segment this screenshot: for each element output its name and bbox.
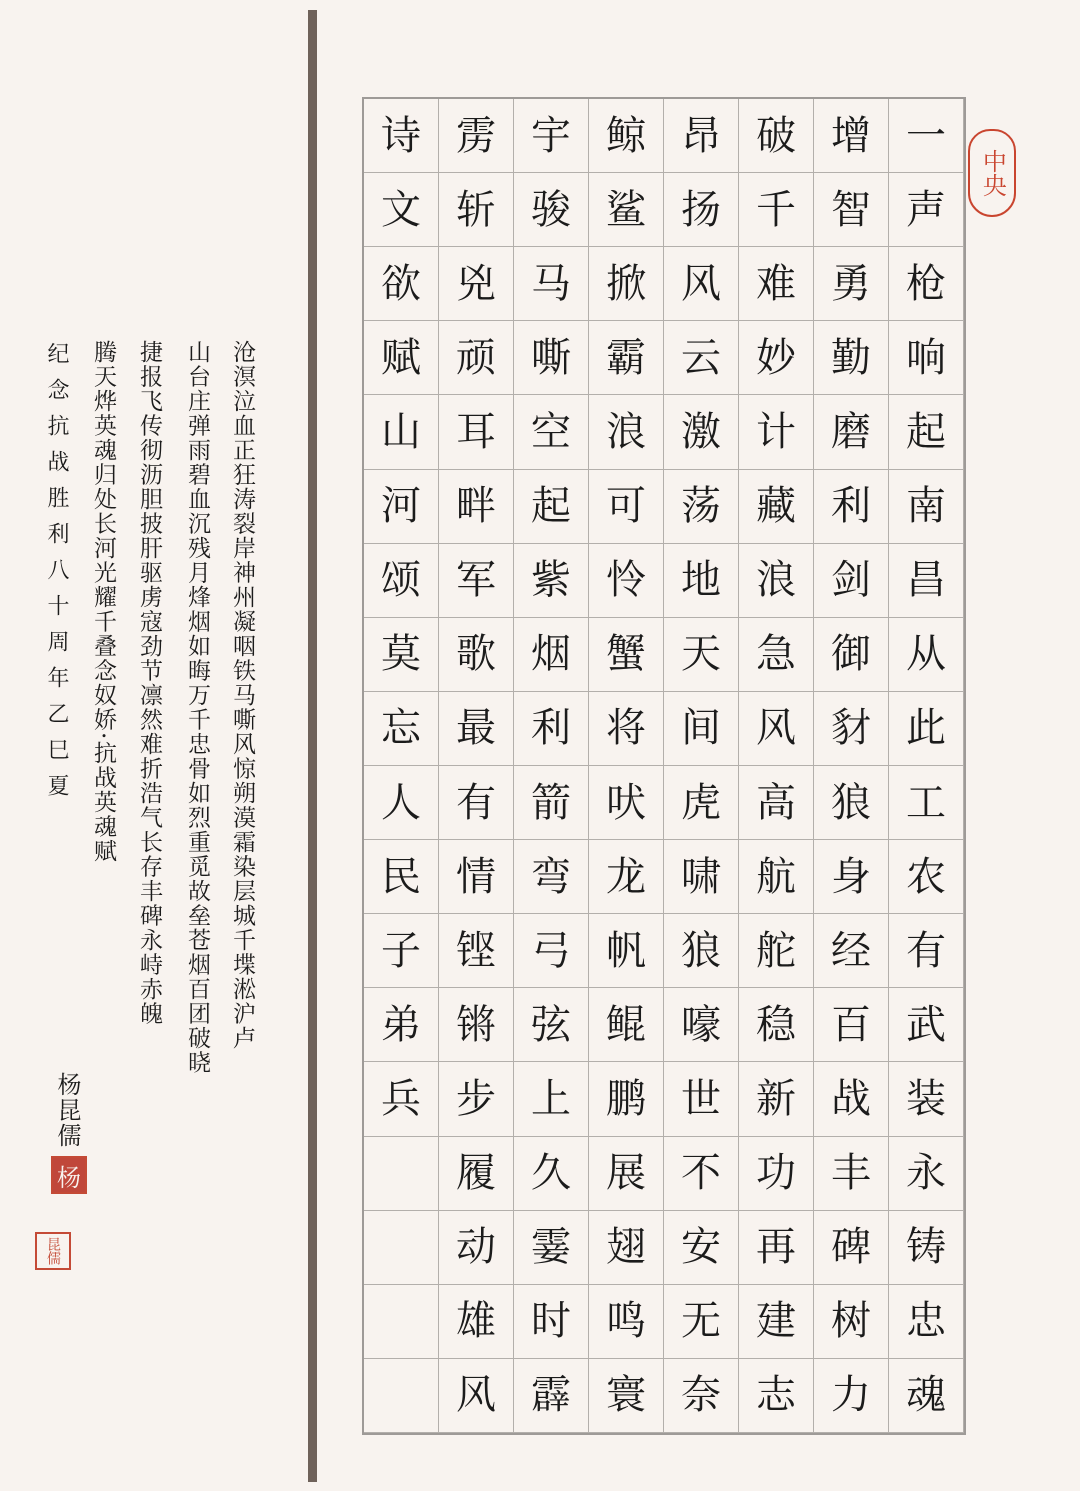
grid-cell: 御 <box>814 618 889 692</box>
grid-cell: 响 <box>889 321 964 395</box>
grid-cell: 子 <box>364 914 439 988</box>
grid-cell: 雄 <box>439 1285 514 1359</box>
annotation-column-2: 山台庄弹雨碧血沉残月烽烟如晦万千忠骨如烈重觅故垒苍烟百团破晓 <box>184 340 210 1075</box>
grid-cell: 千 <box>739 173 814 247</box>
grid-cell: 荡 <box>664 470 739 544</box>
grid-cell: 赋 <box>364 321 439 395</box>
annotation-column-4: 腾天烨英魂归处长河光耀千叠念奴娇·抗战英魂赋 <box>90 340 116 864</box>
grid-cell: 工 <box>889 766 964 840</box>
grid-cell: 霸 <box>589 321 664 395</box>
grid-cell: 雳 <box>439 99 514 173</box>
grid-cell: 耳 <box>439 395 514 469</box>
grid-cell: 起 <box>889 395 964 469</box>
grid-cell: 间 <box>664 692 739 766</box>
seal-name-2-text: 昆儒 <box>45 1237 61 1265</box>
grid-cell: 河 <box>364 470 439 544</box>
grid-cell: 建 <box>739 1285 814 1359</box>
grid-cell: 扬 <box>664 173 739 247</box>
date-column: 纪念抗战胜利八十周年乙巳夏 <box>44 342 69 810</box>
grid-cell: 农 <box>889 840 964 914</box>
seal-name-2 <box>35 1232 71 1270</box>
grid-cell: 颂 <box>364 544 439 618</box>
grid-cell: 装 <box>889 1062 964 1136</box>
grid-cell: 久 <box>514 1137 589 1211</box>
grid-cell: 从 <box>889 618 964 692</box>
grid-cell: 时 <box>514 1285 589 1359</box>
grid-cell: 啸 <box>664 840 739 914</box>
grid-cell: 铸 <box>889 1211 964 1285</box>
grid-cell: 莫 <box>364 618 439 692</box>
grid-cell: 忘 <box>364 692 439 766</box>
grid-cell: 身 <box>814 840 889 914</box>
grid-cell: 虎 <box>664 766 739 840</box>
grid-cell: 风 <box>664 247 739 321</box>
grid-cell: 有 <box>439 766 514 840</box>
grid-cell: 鲨 <box>589 173 664 247</box>
grid-cell: 浪 <box>739 544 814 618</box>
grid-cell <box>364 1285 439 1359</box>
grid-cell: 履 <box>439 1137 514 1211</box>
grid-cell: 翅 <box>589 1211 664 1285</box>
grid-cell: 马 <box>514 247 589 321</box>
grid-cell: 功 <box>739 1137 814 1211</box>
grid-cell: 一 <box>889 99 964 173</box>
grid-cell: 展 <box>589 1137 664 1211</box>
grid-cell: 锵 <box>439 988 514 1062</box>
seal-gourd-text: 中央 <box>978 149 1007 197</box>
seal-name-1-text: 杨 <box>57 1163 81 1192</box>
grid-cell: 急 <box>739 618 814 692</box>
grid-cell: 骏 <box>514 173 589 247</box>
grid-cell: 勇 <box>814 247 889 321</box>
grid-cell: 再 <box>739 1211 814 1285</box>
grid-cell: 怜 <box>589 544 664 618</box>
grid-cell: 紫 <box>514 544 589 618</box>
grid-cell: 寰 <box>589 1359 664 1433</box>
grid-cell: 昂 <box>664 99 739 173</box>
grid-cell: 浪 <box>589 395 664 469</box>
grid-cell: 航 <box>739 840 814 914</box>
grid-cell: 百 <box>814 988 889 1062</box>
grid-cell: 步 <box>439 1062 514 1136</box>
grid-cell: 诗 <box>364 99 439 173</box>
grid-cell: 将 <box>589 692 664 766</box>
grid-cell: 歌 <box>439 618 514 692</box>
grid-cell: 畔 <box>439 470 514 544</box>
grid-cell: 丰 <box>814 1137 889 1211</box>
grid-cell: 鲲 <box>589 988 664 1062</box>
grid-cell: 弯 <box>514 840 589 914</box>
grid-cell: 力 <box>814 1359 889 1433</box>
grid-cell: 兇 <box>439 247 514 321</box>
grid-cell: 帆 <box>589 914 664 988</box>
grid-cell: 天 <box>664 618 739 692</box>
grid-cell: 动 <box>439 1211 514 1285</box>
seal-name-1 <box>51 1156 87 1194</box>
grid-cell: 弟 <box>364 988 439 1062</box>
annotation-column-3: 捷报飞传彻沥胆披肝驱虏寇劲节凛然难折浩气长存丰碑永峙赤魄 <box>136 340 162 1026</box>
annotation-column-1: 沧溟泣血正狂涛裂岸神州凝咽铁马嘶风惊朔漠霜染层城千堞淞沪卢 <box>229 340 255 1051</box>
grid-cell: 碑 <box>814 1211 889 1285</box>
grid-cell: 智 <box>814 173 889 247</box>
grid-cell <box>364 1137 439 1211</box>
grid-cell: 志 <box>739 1359 814 1433</box>
grid-cell: 霹 <box>514 1359 589 1433</box>
vertical-divider-line <box>308 10 317 1482</box>
grid-cell: 龙 <box>589 840 664 914</box>
grid-cell: 铿 <box>439 914 514 988</box>
grid-cell: 情 <box>439 840 514 914</box>
grid-cell: 军 <box>439 544 514 618</box>
grid-cell: 昌 <box>889 544 964 618</box>
grid-cell: 计 <box>739 395 814 469</box>
grid-cell <box>364 1211 439 1285</box>
grid-cell: 鹏 <box>589 1062 664 1136</box>
grid-cell: 霎 <box>514 1211 589 1285</box>
grid-cell: 南 <box>889 470 964 544</box>
grid-cell: 利 <box>514 692 589 766</box>
grid-cell: 嚎 <box>664 988 739 1062</box>
grid-cell: 吠 <box>589 766 664 840</box>
grid-cell: 增 <box>814 99 889 173</box>
grid-cell: 山 <box>364 395 439 469</box>
grid-cell: 新 <box>739 1062 814 1136</box>
grid-cell: 勤 <box>814 321 889 395</box>
grid-cell: 风 <box>439 1359 514 1433</box>
grid-cell: 武 <box>889 988 964 1062</box>
grid-cell: 斩 <box>439 173 514 247</box>
grid-cell: 无 <box>664 1285 739 1359</box>
grid-cell: 高 <box>739 766 814 840</box>
grid-cell: 嘶 <box>514 321 589 395</box>
grid-cell: 永 <box>889 1137 964 1211</box>
grid-cell: 枪 <box>889 247 964 321</box>
grid-cell: 稳 <box>739 988 814 1062</box>
grid-cell: 忠 <box>889 1285 964 1359</box>
grid-cell: 地 <box>664 544 739 618</box>
grid-cell: 豺 <box>814 692 889 766</box>
grid-cell: 磨 <box>814 395 889 469</box>
grid-cell: 蟹 <box>589 618 664 692</box>
grid-cell: 最 <box>439 692 514 766</box>
grid-cell: 世 <box>664 1062 739 1136</box>
grid-cell: 风 <box>739 692 814 766</box>
grid-cell: 弦 <box>514 988 589 1062</box>
grid-cell: 剑 <box>814 544 889 618</box>
grid-cell: 箭 <box>514 766 589 840</box>
grid-cell: 难 <box>739 247 814 321</box>
grid-cell: 此 <box>889 692 964 766</box>
grid-cell: 激 <box>664 395 739 469</box>
grid-cell: 有 <box>889 914 964 988</box>
grid-cell: 破 <box>739 99 814 173</box>
grid-cell <box>364 1359 439 1433</box>
seal-gourd <box>968 129 1016 217</box>
grid-cell: 人 <box>364 766 439 840</box>
grid-cell: 舵 <box>739 914 814 988</box>
grid-cell: 战 <box>814 1062 889 1136</box>
grid-cell: 藏 <box>739 470 814 544</box>
grid-cell: 兵 <box>364 1062 439 1136</box>
grid-cell: 鲸 <box>589 99 664 173</box>
grid-cell: 民 <box>364 840 439 914</box>
calligraphy-grid <box>362 97 966 1435</box>
grid-cell: 可 <box>589 470 664 544</box>
grid-cell: 经 <box>814 914 889 988</box>
grid-cell: 狼 <box>814 766 889 840</box>
grid-cell: 文 <box>364 173 439 247</box>
grid-cell: 云 <box>664 321 739 395</box>
grid-cell: 狼 <box>664 914 739 988</box>
grid-cell: 弓 <box>514 914 589 988</box>
grid-cell: 空 <box>514 395 589 469</box>
grid-cell: 妙 <box>739 321 814 395</box>
grid-cell: 宇 <box>514 99 589 173</box>
grid-cell: 奈 <box>664 1359 739 1433</box>
grid-cell: 利 <box>814 470 889 544</box>
grid-cell: 烟 <box>514 618 589 692</box>
grid-cell: 树 <box>814 1285 889 1359</box>
grid-cell: 声 <box>889 173 964 247</box>
grid-cell: 掀 <box>589 247 664 321</box>
grid-cell: 安 <box>664 1211 739 1285</box>
grid-cell: 欲 <box>364 247 439 321</box>
grid-cell: 不 <box>664 1137 739 1211</box>
grid-cell: 上 <box>514 1062 589 1136</box>
grid-cell: 鸣 <box>589 1285 664 1359</box>
signature: 杨昆儒 <box>53 1072 81 1149</box>
grid-cell: 魂 <box>889 1359 964 1433</box>
grid-cell: 起 <box>514 470 589 544</box>
grid-cell: 顽 <box>439 321 514 395</box>
